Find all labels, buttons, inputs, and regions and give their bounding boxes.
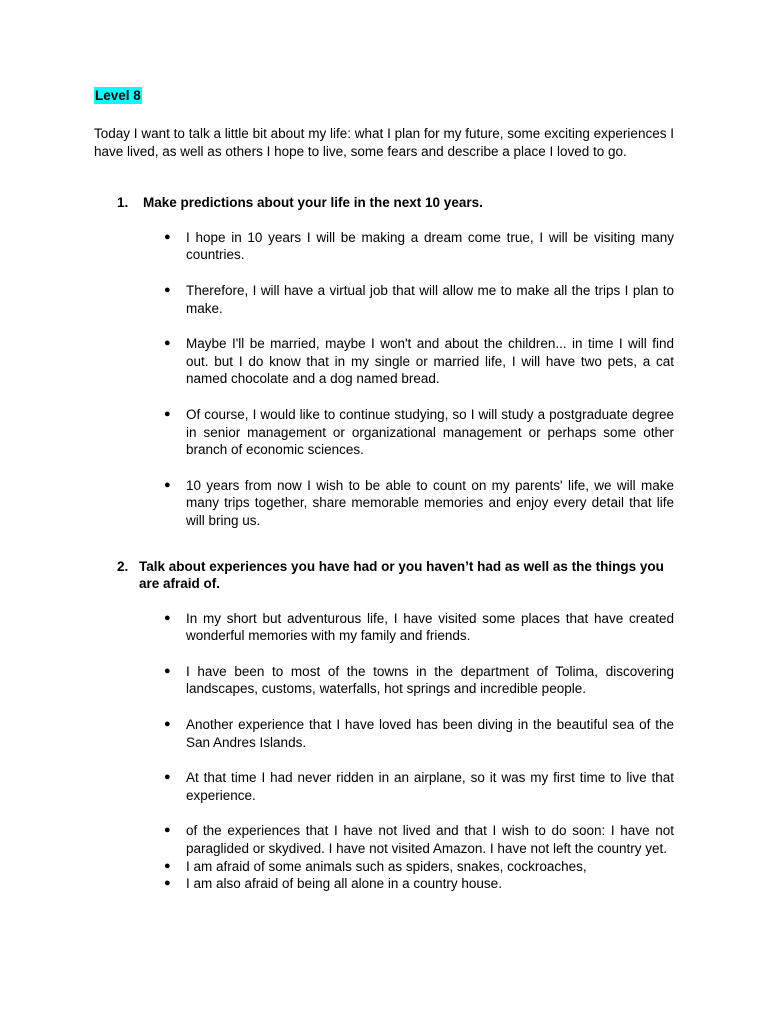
answer-text: 10 years from now I wish to be able to count on my parents' life, we will make many trips together, share memorable memories and enjoy every detail that life will bring us. [186, 477, 674, 528]
answer-text: In my short but adventurous life, I have visited some places that have created wonderful memories with my family and friends. [186, 610, 674, 644]
section-2 [94, 558, 674, 893]
bullet-icon: ● [164, 337, 171, 350]
answer-text: I have been to most of the towns in the department of Tolima, discovering landscapes, customs, waterfalls, hot springs and incredible people. [186, 663, 674, 697]
list-item [164, 769, 674, 804]
list-item [164, 858, 674, 876]
list-item [164, 610, 674, 645]
list-item [164, 663, 674, 698]
level-heading [94, 87, 674, 105]
list-item [164, 335, 674, 388]
answer-list [94, 229, 674, 530]
bullet-icon: ● [164, 877, 171, 890]
answer-text: of the experiences that I have not lived and that I wish to do soon: I have not paraglided or skydived. I have not visited Amazon. I have not left the country yet. [186, 823, 674, 857]
question-number: 2. [117, 558, 129, 574]
answer-text: Maybe I'll be married, maybe I won't and about the children... in time I will find out. but I do know that in my single or married life, I will have two pets, a cat named chocolate and a dog named bread. [186, 336, 674, 387]
question-number: 1. [117, 195, 129, 211]
list-item [164, 406, 674, 459]
bullet-icon: ● [164, 859, 171, 872]
answer-text: Of course, I would like to continue studying, so I will study a postgraduate degree in senior management or organizational management or perhaps some other branch of economic sciences. [186, 406, 674, 458]
bullet-icon: ● [164, 664, 171, 677]
bullet-icon: ● [164, 230, 171, 243]
list-item [164, 875, 674, 893]
list-item [164, 282, 674, 317]
list-item [164, 477, 674, 530]
bullet-icon: ● [164, 771, 171, 784]
answer-text: At that time I had never ridden in an airplane, so it was my first time to live that experience. [186, 770, 674, 803]
answer-text: I am afraid of some animals such as spiders, snakes, cockroaches, [186, 858, 587, 874]
bullet-icon: ● [164, 283, 171, 296]
question-1 [117, 194, 674, 212]
answer-text: Another experience that I have loved has been diving in the beautiful sea of the San Andres Islands. [186, 717, 674, 750]
list-item [164, 716, 674, 751]
bullet-icon: ● [164, 478, 171, 491]
answer-text: I am also afraid of being all alone in a country house. [186, 876, 502, 892]
question-text: Talk about experiences you have had or you haven’t had as well as the things you are afraid of. [139, 558, 664, 592]
list-item [164, 229, 674, 264]
answer-text: I hope in 10 years I will be making a dream come true, I will be visiting many countries. [186, 229, 674, 263]
question-2 [117, 558, 674, 593]
bullet-icon: ● [164, 824, 171, 837]
answer-list [94, 610, 674, 893]
bullet-icon: ● [164, 611, 171, 624]
bullet-icon: ● [164, 718, 171, 731]
level-badge: Level 8 [95, 88, 141, 103]
question-text: Make predictions about your life in the next 10 years. [143, 195, 483, 211]
intro-paragraph: Today I want to talk a little bit about my life: what I plan for my future, some exciting experiences I have lived, as well as others I hope to live, some fears and describe a place I loved to go. [94, 126, 674, 159]
section-1 [94, 194, 674, 529]
bullet-icon: ● [164, 407, 171, 420]
list-item [164, 822, 674, 857]
answer-text: Therefore, I will have a virtual job that will allow me to make all the trips I plan to make. [186, 282, 674, 316]
